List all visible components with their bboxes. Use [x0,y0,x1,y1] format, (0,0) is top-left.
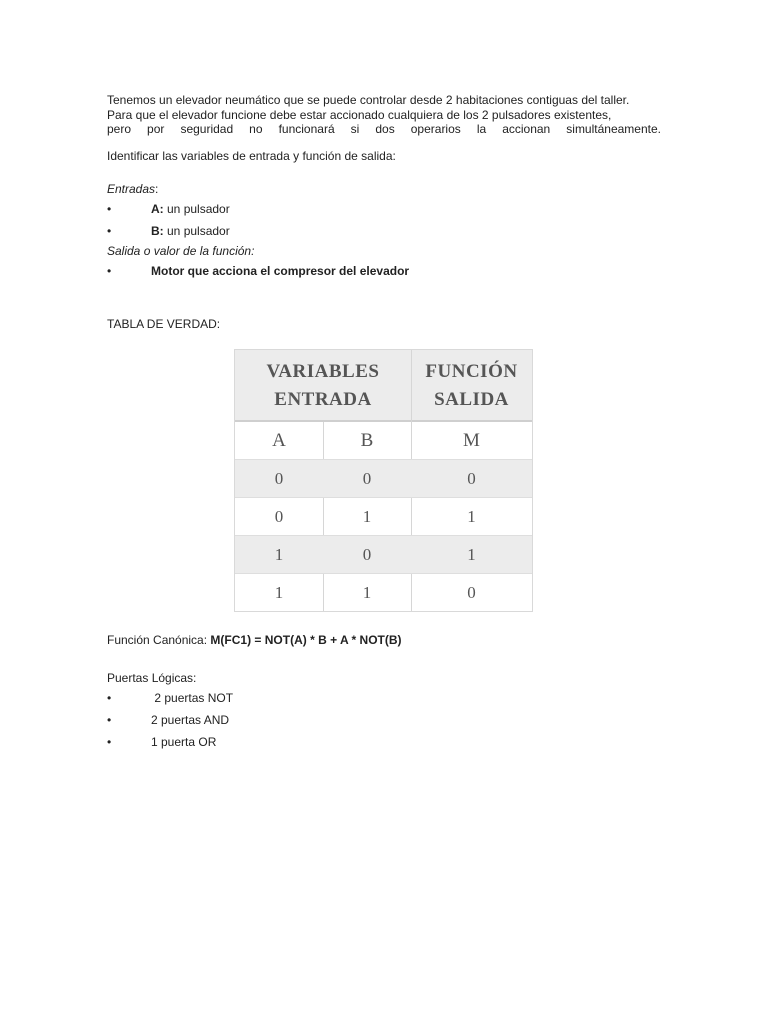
cell-b: 0 [362,545,372,564]
canonical-formula: M(FC1) = NOT(A) * B + A * NOT(B) [210,633,402,647]
output-desc: Motor que acciona el compresor del elevador [151,263,410,278]
intro-paragraph [107,93,661,137]
table-row [235,574,532,611]
inputs-heading: Entradas: [107,181,159,196]
header-output: FUNCIÓN SALIDA [425,361,518,410]
bullet-icon: • [107,263,112,278]
canonical-function [107,633,661,648]
input-label: A: [151,201,164,216]
output-item [107,264,661,286]
document-lower [107,633,661,757]
cell-a: 1 [274,545,284,564]
col-header-b: B [360,430,374,451]
input-item-a [107,202,661,224]
bullet-icon: • [107,691,112,705]
input-item-b [107,224,661,246]
table-row [235,460,532,497]
input-label: B: [151,223,164,238]
gate-text: 1 puerta OR [151,735,217,749]
bullet-icon: • [107,735,112,749]
table-row [235,536,532,573]
truth-table [234,349,533,612]
cell-b: 0 [362,469,372,488]
gates-heading: Puertas Lógicas: [107,671,197,685]
truth-table-caption: TABLA DE VERDAD: [107,316,221,331]
col-header-m: M [463,430,480,451]
cell-a: 0 [274,507,284,526]
input-desc: un pulsador [163,223,230,238]
bullet-icon: • [107,201,112,216]
gate-text: 2 puertas AND [151,713,230,727]
output-heading: Salida o valor de la función: [107,243,255,258]
header-inputs: VARIABLES ENTRADA [266,361,380,410]
col-header-a: A [272,430,286,451]
column-header-row [235,422,532,459]
intro-line: Tenemos un elevador neumático que se puede controlar desde 2 habitaciones contiguas del taller. [107,93,630,107]
table-row [235,498,532,535]
gate-item [107,735,661,757]
gate-text: 2 puertas NOT [151,691,234,705]
identify-instruction: Identificar las variables de entrada y función de salida: [107,148,396,163]
cell-a: 1 [274,583,284,602]
cell-m: 0 [467,469,476,488]
cell-b: 1 [362,583,372,602]
cell-m: 1 [467,507,476,526]
truth-table-header [235,350,532,422]
intro-line: Para que el elevador funcione debe estar accionado cualquiera de los 2 pulsadores existentes, [107,107,612,122]
cell-m: 0 [467,583,476,602]
intro-line: pero por seguridad no funcionará si dos operarios la accionan simultáneamente. [107,122,661,136]
cell-b: 1 [362,507,372,526]
gate-item [107,691,661,713]
bullet-icon: • [107,223,112,238]
gate-item [107,713,661,735]
bullet-icon: • [107,713,112,727]
cell-m: 1 [467,545,476,564]
input-desc: un pulsador [163,201,230,216]
cell-a: 0 [274,469,284,488]
document-body [107,93,661,332]
canonical-label: Función Canónica: [107,633,211,647]
